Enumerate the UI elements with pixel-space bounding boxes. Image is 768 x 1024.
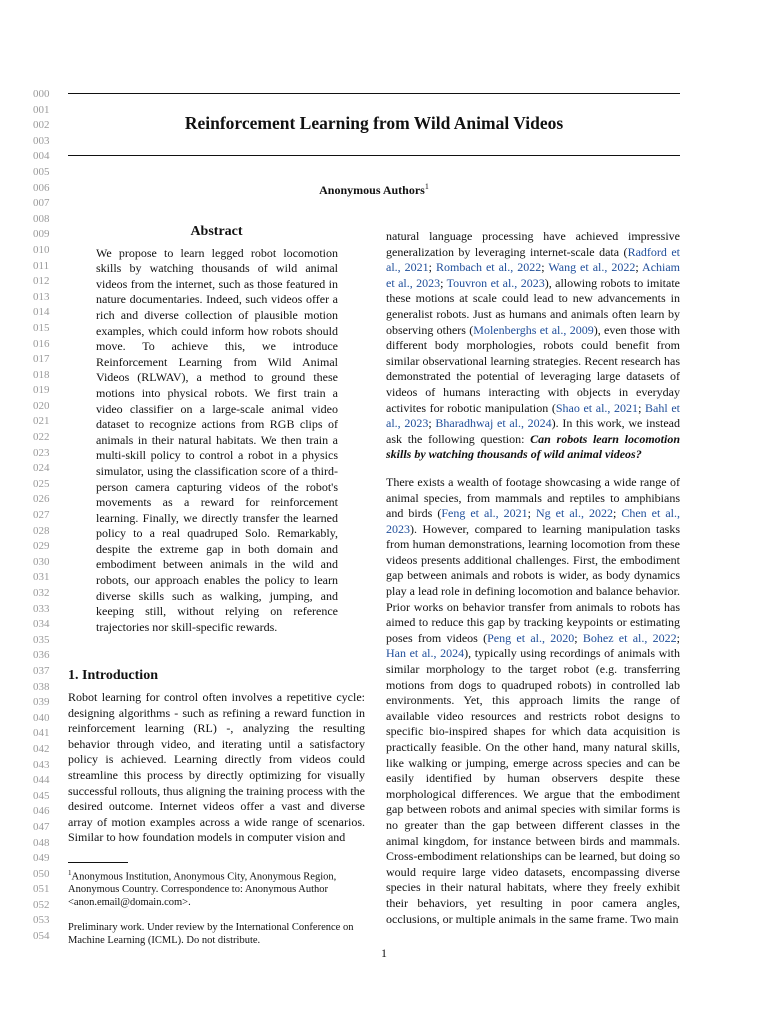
line-number: 031 (33, 571, 50, 584)
intro-paragraph-1 (386, 229, 680, 463)
page-number: 1 (381, 946, 387, 960)
line-number: 025 (33, 477, 50, 490)
line-number: 027 (33, 509, 50, 522)
text-run: ; (428, 260, 436, 275)
line-number: 024 (33, 462, 50, 475)
line-number: 034 (33, 618, 50, 631)
line-number: 008 (33, 212, 50, 225)
citation-link[interactable]: Wang et al., 2022 (548, 260, 636, 275)
line-number: 016 (33, 337, 50, 350)
line-number: 036 (33, 649, 50, 662)
line-number: 028 (33, 524, 50, 537)
line-number: 006 (33, 181, 50, 194)
line-number: 048 (33, 836, 50, 849)
line-number: 010 (33, 243, 50, 256)
citation-link[interactable]: Chen et al., 2023 (386, 506, 680, 536)
footnote-rule (68, 862, 128, 863)
right-column (386, 229, 680, 927)
citation-link[interactable]: Radford et al., 2021 (386, 244, 681, 275)
citation-link[interactable]: Bharadhwaj et al., 2024 (435, 416, 552, 431)
line-number: 043 (33, 758, 50, 771)
authors-name: Anonymous Authors (319, 183, 425, 197)
line-number: 032 (33, 587, 50, 599)
line-number: 037 (33, 664, 50, 677)
text-run: ; (574, 630, 583, 645)
line-number: 002 (33, 119, 50, 132)
citation-link[interactable]: Achiam et al., 2023 (386, 260, 681, 290)
line-number: 045 (33, 789, 50, 802)
citation-link[interactable]: Feng et al., 2021 (441, 506, 528, 521)
line-number: 005 (33, 165, 50, 178)
line-number: 017 (33, 353, 50, 366)
citation-link[interactable]: Touvron et al., 2023 (446, 275, 545, 290)
introduction-paragraph: Robot learning for control often involves a repetitive cycle: designing algorithms - such as refining a reward function in reinforcement learning (RL) -, analyzing the resulting behavior through video, and iterating until a satisfactory policy is achieved. Learning directly from videos could streamline this process by directly optimizing for visually successful rollouts, thus aligning the training process with the desired outcome. Internet videos offer a vast and diverse array of motion examples across a wide range of scenarios. Similar to how foundation models in computer vision and (68, 690, 365, 845)
footnote-mark: 1 (68, 868, 72, 877)
line-number: 023 (33, 446, 50, 459)
line-number: 050 (33, 867, 50, 880)
line-number: 018 (33, 368, 50, 381)
text-run: natural language processing have achieved impressive generalization by leveraging internet-scale data ( (386, 229, 680, 259)
line-number: 004 (33, 150, 50, 163)
line-number: 012 (33, 275, 50, 288)
text-run: ; (428, 416, 436, 431)
text-run: ; (613, 506, 622, 521)
text-run: ; (638, 400, 646, 415)
line-number: 035 (33, 633, 50, 646)
citation-link[interactable]: Peng et al., 2020 (487, 630, 575, 645)
line-number: 000 (33, 88, 50, 100)
citation-link[interactable]: Molenberghs et al., 2009 (473, 322, 594, 337)
line-number: 003 (33, 134, 50, 147)
text-run: ; (541, 260, 549, 275)
line-number: 030 (33, 555, 50, 568)
intro-paragraph-2 (386, 475, 680, 927)
introduction-heading: 1. Introduction (68, 668, 158, 684)
line-number: 013 (33, 290, 50, 303)
line-number: 019 (33, 384, 50, 397)
text-run: ; (440, 275, 447, 290)
line-number: 020 (33, 399, 50, 412)
line-number: 014 (33, 306, 50, 319)
line-number: 053 (33, 914, 50, 927)
authors-affiliation-mark: 1 (424, 182, 429, 191)
line-number: 009 (33, 228, 50, 241)
text-run: ), allowing robots to imitate these motions at scale could lead to new advancements in generalist robots. Just as humans and animals often learn by observing others ( (386, 275, 680, 337)
line-number: 040 (33, 711, 50, 724)
text-run: ), even those with different body morphologies, robots could benefit from similar observational learning strategies. Recent research has demonstrated the potential of leveraging large datasets of videos of humans interacting with objects in everyday activites for robotic manipulation ( (386, 322, 680, 415)
line-number: 044 (33, 774, 50, 787)
text-run: ; (635, 260, 643, 275)
footnote-text: Anonymous Institution, Anonymous City, Anonymous Region, Anonymous Country. Correspondence to: Anonymous Author <anon.email@domain.com>. (68, 871, 337, 909)
line-number: 046 (33, 805, 50, 818)
line-number: 042 (33, 742, 50, 755)
text-run: There exists a wealth of footage showcasing a wide range of animal species, from mammals and reptiles to amphibians and birds ( (386, 474, 680, 521)
citation-link[interactable]: Rombach et al., 2022 (435, 260, 542, 275)
line-number: 001 (33, 103, 50, 116)
line-number: 039 (33, 696, 50, 709)
line-number: 038 (33, 680, 50, 693)
line-number: 051 (33, 883, 50, 896)
line-number: 029 (33, 540, 50, 553)
citation-link[interactable]: Ng et al., 2022 (536, 506, 613, 521)
title-top-rule (68, 93, 680, 94)
line-number: 022 (33, 431, 50, 444)
line-number: 047 (33, 820, 50, 833)
line-number: 015 (33, 321, 50, 334)
line-number: 049 (33, 852, 50, 865)
title-bottom-rule (68, 155, 680, 156)
abstract-text: We propose to learn legged robot locomotion skills by watching thousands of wild animal videos from the internet, such as those featured in nature documentaries. Indeed, such videos offer a rich and diverse collection of plausible motion examples, which could inform how robots should move. To achieve this, we introduce Reinforcement Learning from Wild Animal Videos (RLWAV), a method to ground these motions into physical robots. We first train a video classifier on a large-scale animal video dataset to recognize actions from RGB clips of animals in their natural habitats. We then train a multi-skill policy to control a robot in a physics simulator, using the classification score of a third-person camera capturing videos of the robot's movements as a reward for reinforcement learning. Finally, we directly transfer the learned policy to a real quadruped Solo. Remarkably, despite the extreme gap in both domain and embodiment between animals in the wild and robots, our approach enables the policy to learn diverse skills such as walking, jumping, and keeping still, without relying on reference trajectories nor skill-specific rewards. (96, 245, 338, 634)
line-number: 054 (33, 930, 50, 943)
research-question: Can robots learn locomotion skills by watching thousands of wild animal videos? (386, 431, 680, 462)
citation-link[interactable]: Bohez et al., 2022 (582, 630, 677, 645)
preliminary-notice: Preliminary work. Under review by the International Conference on Machine Learning (ICML). Do not distribute. (68, 922, 354, 947)
line-number-gutter (33, 87, 57, 945)
text-run: ). In this work, we instead ask the following question: (386, 416, 680, 446)
line-number: 021 (33, 415, 50, 428)
affiliation-footnote (68, 867, 365, 910)
abstract-heading: Abstract (190, 224, 243, 239)
line-number: 026 (33, 493, 50, 506)
citation-link[interactable]: Bahl et al., 2023 (386, 400, 680, 431)
line-number: 041 (33, 727, 50, 740)
line-number: 052 (33, 898, 50, 911)
paper-title: Reinforcement Learning from Wild Animal Videos (184, 113, 564, 133)
text-run: ). However, compared to learning manipulation tasks from human demonstrations, learning locomotion from these videos presents additional challenges. First, the embodiment gap between animals and robots is wider, as body dynamics play a lead role in defining locomotion and balance behavior. Prior works on behavior transfer from animals to robots has aimed to reduce this gap by tracking keypoints or estimating poses from videos ( (386, 521, 680, 645)
line-number: 007 (33, 197, 50, 210)
text-run: ; (527, 506, 536, 521)
line-number: 011 (33, 259, 50, 272)
text-run: ; (676, 630, 680, 645)
citation-link[interactable]: Han et al., 2024 (386, 646, 465, 661)
left-column (68, 224, 365, 947)
line-number: 033 (33, 602, 50, 615)
authors-line (68, 182, 680, 198)
citation-link[interactable]: Shao et al., 2021 (555, 400, 639, 415)
text-run: ), typically using recordings of animals with similar morphology to the target robot (e.g. transferring motions from dogs to quadruped robots) in controlled lab environments. Yet, this approach limits the range of available video resources and restricts robot designs to specific bio-inspired shapes for which data acquisition is practically feasible. On the other hand, many natural skills, like walking or jumping, emerge across species and can be easily identified by human observers despite these morphological differences. We argue that the embodiment gap between robots and animal species with similar forms is no greater than the gap between different classes in the animal kingdom, for instance between birds and mammals. Cross-embodiment relationships can be learned, but doing so would require large video datasets, encompassing diverse species in their natural habitats, where they freely exhibit their behaviors, yet resulting in poor camera angles, occlusions, or multiple animals in the same frame. Two main (386, 646, 680, 926)
